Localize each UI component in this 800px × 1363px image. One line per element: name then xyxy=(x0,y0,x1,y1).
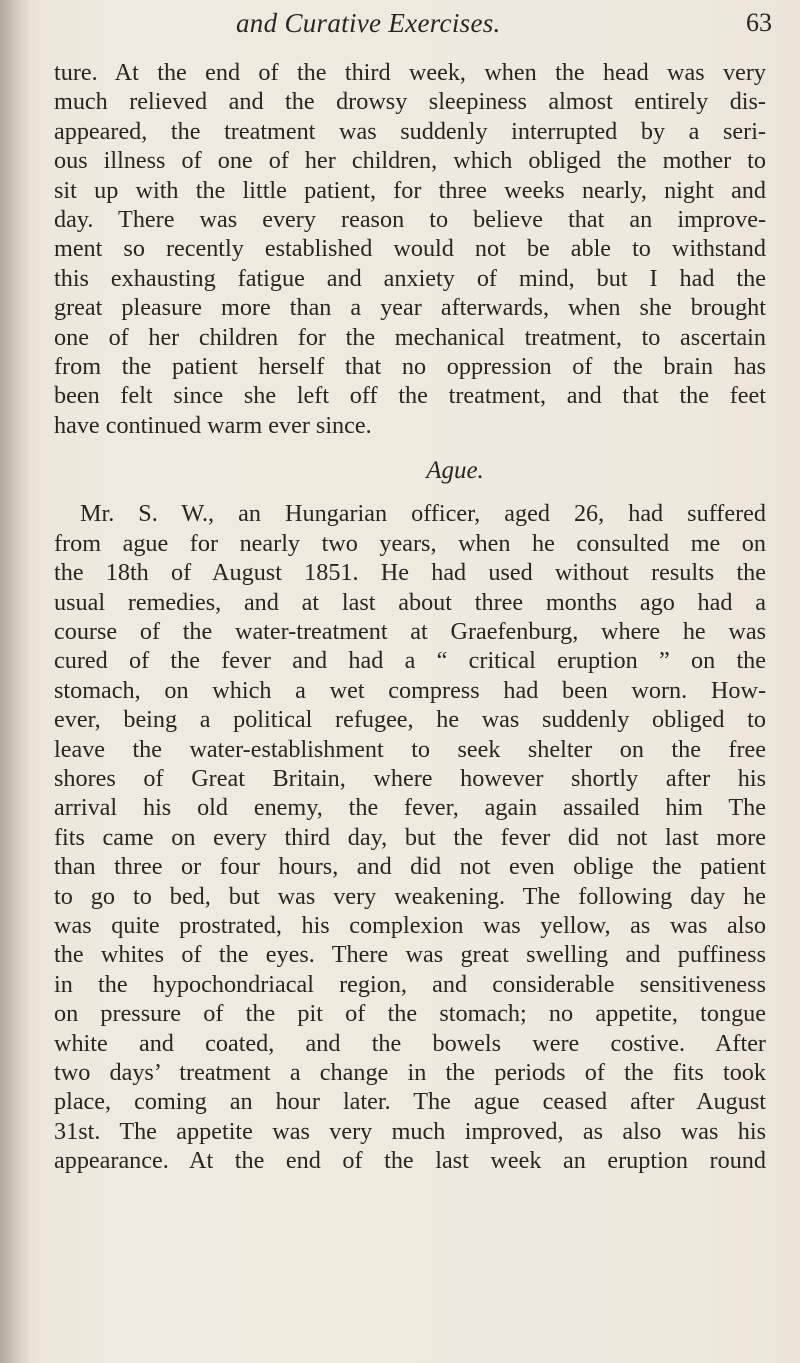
text-line: ous illness of one of her children, which obliged the mother to xyxy=(54,147,766,175)
page-number: 63 xyxy=(746,8,772,37)
binding-shadow xyxy=(0,0,30,1363)
text-line: was quite prostrated, his complexion was yellow, as was also xyxy=(54,911,766,939)
text-line: ever, being a political refugee, he was suddenly obliged to xyxy=(54,706,766,734)
text-line: this exhausting fatigue and anxiety of mind, but I had the xyxy=(54,264,766,292)
paragraph-2 xyxy=(54,499,766,1175)
text-line: Mr. S. W., an Hungarian officer, aged 26, had suffered xyxy=(80,500,766,528)
text-line: to go to bed, but was very weakening. The following day he xyxy=(54,882,766,910)
text-line: fits came on every third day, but the fever did not last more xyxy=(54,823,766,851)
text-line: much relieved and the drowsy sleepiness almost entirely dis- xyxy=(54,88,766,116)
text-line: than three or four hours, and did not even oblige the patient xyxy=(54,853,766,881)
section-heading: Ague. xyxy=(426,457,484,485)
paragraph-1 xyxy=(54,58,766,440)
text-line: ment so recently established would not be able to withstand xyxy=(54,235,766,263)
text-line: two days’ treatment a change in the periods of the fits took xyxy=(54,1058,766,1086)
text-line: white and coated, and the bowels were costive. After xyxy=(54,1029,766,1057)
text-line: sit up with the little patient, for three weeks nearly, night and xyxy=(54,176,766,204)
running-head-title: and Curative Exercises. xyxy=(236,8,501,38)
text-line: appeared, the treatment was suddenly interrupted by a seri- xyxy=(54,117,766,145)
text-line: ture. At the end of the third week, when the head was very xyxy=(54,59,766,86)
text-line: 31st. The appetite was very much improved, as also was his xyxy=(54,1117,766,1145)
text-line: one of her children for the mechanical treatment, to ascertain xyxy=(54,323,766,351)
text-line: the whites of the eyes. There was great swelling and puffiness xyxy=(54,941,766,969)
text-line: have continued warm ever since. xyxy=(54,411,372,439)
text-line: leave the water-establishment to seek shelter on the free xyxy=(54,735,766,763)
text-line: stomach, on which a wet compress had been worn. How- xyxy=(54,676,766,704)
text-line: the 18th of August 1851. He had used without results the xyxy=(54,559,766,587)
text-line: shores of Great Britain, where however shortly after his xyxy=(54,764,766,792)
body-text xyxy=(54,58,766,1175)
text-line: been felt since she left off the treatment, and that the feet xyxy=(54,382,766,410)
text-line: great pleasure more than a year afterwards, when she brought xyxy=(54,294,766,322)
text-line: from the patient herself that no oppression of the brain has xyxy=(54,352,766,380)
text-line: appearance. At the end of the last week an eruption round xyxy=(54,1147,766,1175)
text-line: arrival his old enemy, the fever, again assailed him The xyxy=(54,794,766,822)
text-line: on pressure of the pit of the stomach; no appetite, tongue xyxy=(54,1000,766,1028)
text-line: usual remedies, and at last about three months ago had a xyxy=(54,588,766,616)
text-line: place, coming an hour later. The ague ceased after August xyxy=(54,1088,766,1116)
text-line: course of the water-treatment at Graefenburg, where he was xyxy=(54,618,766,646)
text-line: in the hypochondriacal region, and considerable sensitiveness xyxy=(54,970,766,998)
text-line: day. There was every reason to believe that an improve- xyxy=(54,205,766,233)
running-head xyxy=(0,8,800,52)
text-line: cured of the fever and had a “ critical eruption ” on the xyxy=(54,647,766,675)
text-line: from ague for nearly two years, when he consulted me on xyxy=(54,529,766,557)
